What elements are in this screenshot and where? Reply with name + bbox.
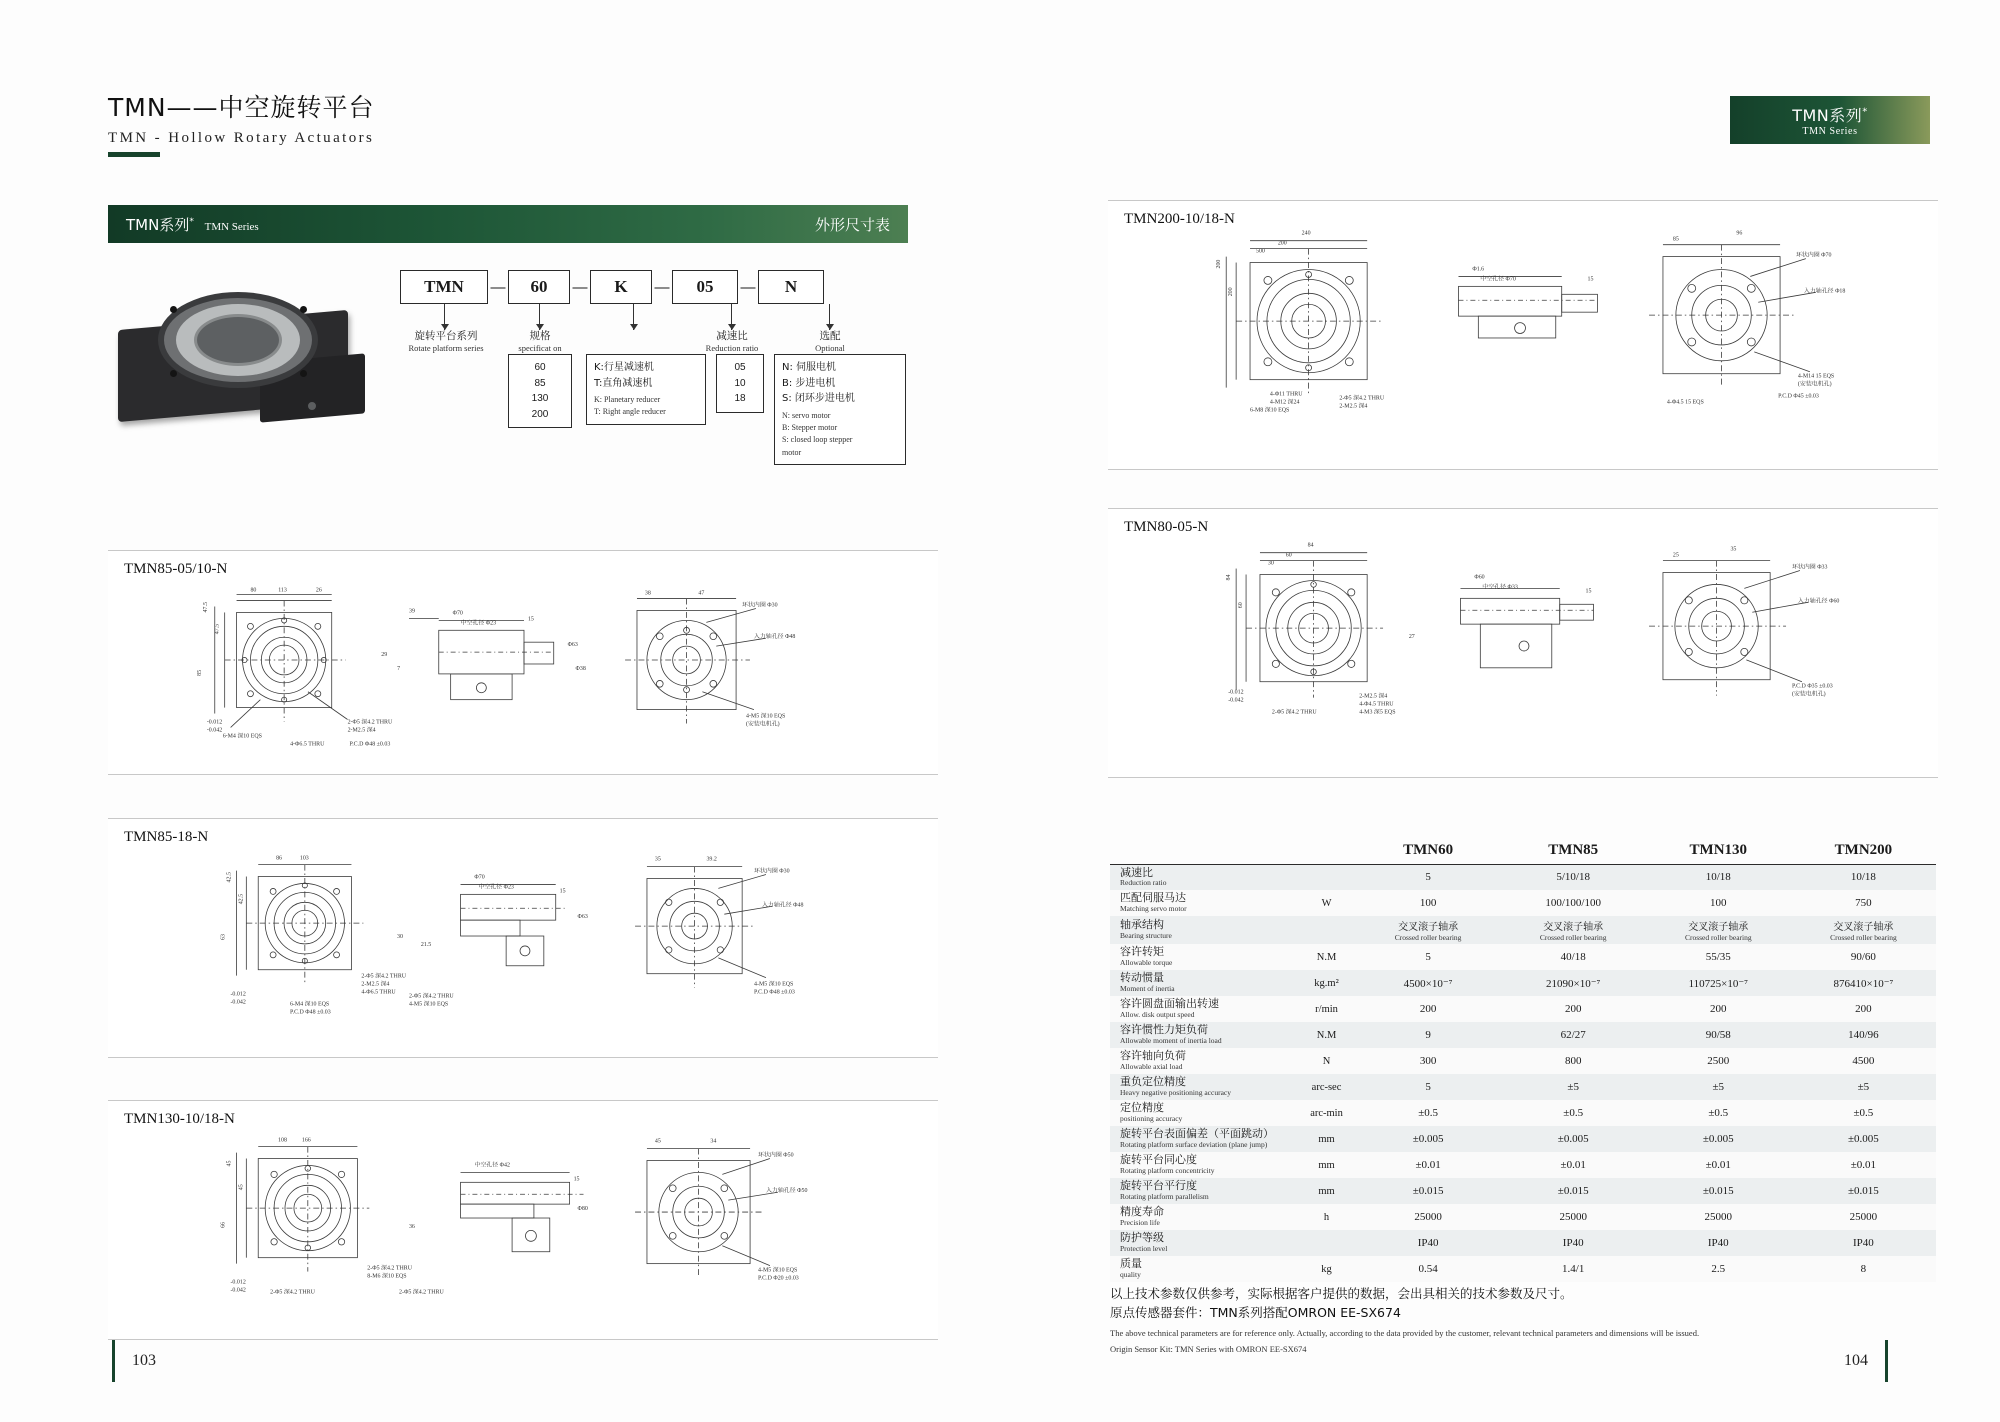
svg-text:47: 47 (698, 590, 705, 597)
row-label: 容许惯性力矩负荷 Allowable moment of inertia load (1120, 1023, 1222, 1045)
drawing-title: TMN85-18-N (124, 829, 209, 845)
row-label: 旋转平台表面偏差（平面跳动） Rotating platform surface deviation (plane jump) (1120, 1127, 1274, 1149)
cell-tmn85: 5/10/18 (1556, 871, 1590, 884)
cell-tmn130: 2.5 (1711, 1263, 1726, 1275)
svg-text:86: 86 (276, 855, 283, 862)
svg-text:-0.012: -0.012 (1228, 689, 1244, 696)
cell-tmn60: 25000 (1414, 1211, 1442, 1223)
row-label: 容许轴向负荷 Allowable axial load (1120, 1049, 1186, 1071)
table-body (1110, 864, 1936, 1282)
code-leader-lines (400, 304, 920, 330)
drawing-tmn85-05-10 (108, 551, 938, 774)
series-tab (1730, 96, 1930, 144)
svg-text:4-Φ4.5 THRU: 4-Φ4.5 THRU (1359, 701, 1394, 708)
cell-tmn200: ±0.005 (1848, 1133, 1879, 1145)
cell-tmn60: IP40 (1417, 1237, 1439, 1249)
cell-tmn200: 200 (1855, 1003, 1872, 1015)
svg-text:中空孔径 Φ33: 中空孔径 Φ33 (1482, 584, 1518, 591)
svg-text:29: 29 (381, 652, 388, 659)
svg-text:34: 34 (710, 1138, 717, 1145)
row-label: 容许转矩 Allowable torque (1120, 945, 1173, 967)
svg-text:2-Φ5 深4.2 THRU: 2-Φ5 深4.2 THRU (1339, 395, 1385, 402)
svg-text:-0.012: -0.012 (230, 1279, 246, 1286)
svg-text:4-Φ6.5 THRU: 4-Φ6.5 THRU (361, 989, 396, 996)
cell-tmn130: ±0.015 (1702, 1185, 1734, 1197)
row-unit: r/min (1315, 1003, 1338, 1015)
svg-text:2-M2.5 深4: 2-M2.5 深4 (361, 981, 390, 988)
row-unit: kg.m² (1314, 977, 1339, 989)
cell-tmn85: ±5 (1567, 1081, 1579, 1093)
cell-tmn85: 200 (1564, 1003, 1582, 1015)
page-title-cn: TMN——中空旋转平台 (108, 93, 375, 122)
table-row (1110, 1256, 1936, 1282)
table-row (1110, 1230, 1936, 1256)
svg-text:2-Φ5 深4.2 THRU: 2-Φ5 深4.2 THRU (408, 993, 454, 1000)
cell-tmn60: 0.54 (1418, 1263, 1438, 1275)
svg-text:中空孔径 Φ42: 中空孔径 Φ42 (474, 1162, 510, 1169)
svg-text:-0.042: -0.042 (206, 727, 223, 734)
row-label: 定位精度 positioning accuracy (1120, 1101, 1183, 1123)
svg-text:200: 200 (1228, 287, 1235, 297)
cell-tmn200: ±5 (1857, 1081, 1870, 1093)
svg-text:4-M14 15 EQS: 4-M14 15 EQS (1797, 373, 1835, 380)
table-row (1110, 1048, 1936, 1074)
svg-text:(安装电机孔): (安装电机孔) (1797, 381, 1832, 388)
svg-text:4-Φ4.5 15 EQS: 4-Φ4.5 15 EQS (1666, 399, 1704, 406)
row-label: 旋转平台平行度 Rotating platform parallelism (1120, 1179, 1209, 1201)
photo-inner-bore (194, 314, 282, 366)
cell-tmn85: ±0.015 (1557, 1185, 1589, 1197)
svg-text:Φ63: Φ63 (567, 642, 578, 649)
row-unit (1298, 1230, 1356, 1256)
th-tmn85: TMN85 (1501, 838, 1646, 864)
th-tmn200: TMN200 (1791, 838, 1936, 864)
svg-text:Φ63: Φ63 (577, 914, 588, 921)
cell-tmn200: 8 (1860, 1263, 1867, 1275)
table-row (1110, 1022, 1936, 1048)
svg-text:4-Φ6.5 THRU: 4-Φ6.5 THRU (290, 741, 325, 748)
row-unit (1298, 916, 1356, 944)
svg-text:63: 63 (220, 934, 227, 940)
cell-tmn200: 750 (1855, 897, 1872, 909)
row-unit (1298, 864, 1356, 890)
svg-text:P.C.D Φ48 ±0.03: P.C.D Φ48 ±0.03 (289, 1009, 331, 1016)
svg-text:85: 85 (196, 669, 203, 676)
svg-text:15: 15 (527, 616, 534, 623)
svg-text:45: 45 (226, 1160, 233, 1167)
svg-text:-0.042: -0.042 (1228, 697, 1244, 704)
table-row (1110, 944, 1936, 970)
svg-text:入力轴孔径 Φ50: 入力轴孔径 Φ50 (765, 1188, 808, 1195)
svg-text:(安装电机孔): (安装电机孔) (1791, 691, 1826, 698)
legend-optional: 选配 Optional (815, 330, 845, 354)
table-row (1110, 1126, 1936, 1152)
cell-tmn200: ±0.015 (1848, 1185, 1879, 1197)
svg-text:45: 45 (238, 1184, 245, 1191)
legend-size: 规格 specificat on (518, 330, 562, 354)
svg-text:47.5: 47.5 (214, 623, 221, 635)
svg-text:Φ60: Φ60 (1474, 574, 1485, 581)
model-code-diagram (400, 270, 920, 500)
cell-tmn200: 90/60 (1850, 951, 1876, 963)
table-row (1110, 864, 1936, 890)
row-unit: arc-min (1310, 1107, 1343, 1119)
svg-text:103: 103 (299, 855, 309, 862)
cell-tmn60: 4500×10⁻⁷ (1403, 977, 1453, 990)
cell-tmn60: 5 (1425, 951, 1431, 963)
svg-text:入力轴孔径 Φ60: 入力轴孔径 Φ60 (1797, 598, 1840, 605)
cell-tmn130: 55/35 (1705, 951, 1731, 963)
page-title-en: TMN - Hollow Rotary Actuators (108, 130, 375, 146)
row-label: 重负定位精度 Heavy negative positioning accuracy (1120, 1075, 1231, 1097)
row-unit: N (1322, 1055, 1331, 1067)
cell-tmn130: ±0.005 (1702, 1133, 1734, 1145)
svg-text:环状内圈 Φ30: 环状内圈 Φ30 (754, 868, 790, 875)
code-segment-reducer: K (590, 270, 652, 304)
svg-text:2-M2.5 深4: 2-M2.5 深4 (347, 727, 376, 734)
row-unit: mm (1318, 1159, 1335, 1171)
svg-text:96: 96 (1736, 230, 1743, 237)
cell-tmn60: ±0.015 (1412, 1185, 1444, 1197)
svg-text:4-M5 深10 EQS: 4-M5 深10 EQS (758, 1267, 798, 1274)
svg-text:Φ38: Φ38 (575, 665, 586, 672)
svg-text:中空孔径 Φ23: 中空孔径 Φ23 (478, 884, 514, 891)
svg-text:15: 15 (573, 1176, 580, 1183)
drawing-panel-tmn80 (1108, 508, 1938, 778)
row-unit: W (1321, 897, 1332, 909)
svg-text:8-M6 深10 EQS: 8-M6 深10 EQS (367, 1273, 407, 1280)
svg-text:入力轴孔径 Φ48: 入力轴孔径 Φ48 (753, 634, 796, 641)
row-unit: kg (1321, 1263, 1332, 1275)
drawing-tmn85-18 (108, 819, 938, 1057)
row-label: 容许圆盘面输出转速 Allow. disk output speed (1120, 997, 1219, 1019)
cell-tmn85: ±0.5 (1563, 1107, 1584, 1119)
row-unit: N.M (1316, 1029, 1337, 1041)
svg-text:-0.012: -0.012 (230, 991, 246, 998)
table-row (1110, 996, 1936, 1022)
svg-text:环状内圈 Φ70: 环状内圈 Φ70 (1795, 252, 1832, 259)
svg-text:60: 60 (1285, 552, 1292, 559)
svg-text:240: 240 (1301, 230, 1311, 237)
svg-text:-0.042: -0.042 (230, 999, 246, 1006)
row-label: 质量 quality (1120, 1257, 1142, 1279)
cell-tmn200: IP40 (1853, 1237, 1874, 1249)
svg-text:30: 30 (1267, 560, 1274, 567)
cell-tmn85: 40/18 (1560, 951, 1586, 963)
svg-text:环状内圈 Φ33: 环状内圈 Φ33 (1791, 564, 1828, 571)
drawing-title: TMN200-10/18-N (1124, 211, 1235, 227)
svg-text:6-M4 深10 EQS: 6-M4 深10 EQS (289, 1001, 330, 1008)
svg-text:500: 500 (1255, 248, 1265, 255)
section-title-cn: 外形尺寸表 (814, 215, 890, 234)
drawing-tmn80 (1108, 509, 1938, 777)
cell-tmn200: ±0.5 (1853, 1107, 1874, 1119)
cell-tmn60: 300 (1419, 1055, 1437, 1067)
section-series-en: TMN Series (204, 220, 259, 233)
svg-text:Φ70: Φ70 (452, 610, 463, 617)
row-label: 旋转平台同心度 Rotating platform concentricity (1120, 1153, 1215, 1175)
drawing-title: TMN80-05-N (1124, 519, 1209, 535)
svg-text:2-Φ5 深4.2 THRU: 2-Φ5 深4.2 THRU (367, 1265, 413, 1272)
row-unit: mm (1318, 1185, 1335, 1197)
cell-tmn85: 交叉滚子轴承 Crossed roller bearing (1539, 922, 1607, 942)
page-number-left: 103 (132, 1352, 156, 1369)
svg-text:30: 30 (397, 934, 403, 940)
note-cn-2: 原点传感器套件：TMN系列搭配OMRON EE-SX674 (1110, 1304, 1401, 1320)
row-unit: h (1323, 1211, 1330, 1223)
cell-tmn130: 90/58 (1705, 1029, 1731, 1041)
table-row (1110, 970, 1936, 996)
row-unit: N.M (1316, 951, 1337, 963)
cell-tmn130: 10/18 (1705, 871, 1731, 884)
cell-tmn130: 2500 (1707, 1055, 1730, 1067)
cell-tmn60: 5 (1425, 1081, 1431, 1093)
svg-text:中空孔径 Φ23: 中空孔径 Φ23 (460, 620, 497, 627)
cell-tmn85: 1.4/1 (1562, 1263, 1585, 1275)
svg-text:环状内圈 Φ30: 环状内圈 Φ30 (742, 602, 778, 609)
svg-text:84: 84 (1226, 574, 1233, 581)
row-label: 精度寿命 Precision life (1120, 1205, 1164, 1227)
code-segment-ratio: 05 (672, 270, 738, 304)
code-segment-series: TMN (400, 270, 488, 304)
cell-tmn60: ±0.01 (1415, 1159, 1441, 1171)
cell-tmn200: 10/18 (1850, 871, 1876, 884)
cell-tmn130: ±0.01 (1705, 1159, 1731, 1171)
svg-text:2-Φ5 深4.2 THRU: 2-Φ5 深4.2 THRU (347, 719, 393, 726)
table-row (1110, 1074, 1936, 1100)
svg-text:P.C.D Φ45 ±0.03: P.C.D Φ45 ±0.03 (1778, 393, 1819, 400)
svg-text:45: 45 (654, 1138, 661, 1145)
cell-tmn60: 100 (1419, 897, 1437, 909)
cell-tmn85: ±0.01 (1560, 1159, 1586, 1171)
ratio-options-box: 05 10 18 (716, 354, 764, 413)
svg-text:Φ1.6: Φ1.6 (1472, 266, 1485, 273)
table-row (1110, 1178, 1936, 1204)
size-options-box: 60 85 130 200 (508, 354, 572, 428)
cell-tmn85: 25000 (1559, 1211, 1587, 1223)
row-label: 匹配伺服马达 Matching servo motor (1120, 891, 1187, 913)
svg-text:42.5: 42.5 (226, 872, 233, 883)
svg-text:36: 36 (408, 1223, 415, 1230)
cell-tmn85: 100/100/100 (1545, 897, 1601, 909)
note-en-1: The above technical parameters are for reference only. Actually, according to the data provided by the customer, relevant technical parameters and dimensions will be issued. (1110, 1327, 1700, 1338)
svg-text:Φ80: Φ80 (577, 1206, 588, 1213)
cell-tmn130: 25000 (1704, 1211, 1733, 1223)
title-rule (108, 152, 160, 157)
drawing-panel-tmn130 (108, 1100, 938, 1340)
svg-text:中空孔径 Φ70: 中空孔径 Φ70 (1480, 276, 1516, 283)
svg-text:2-Φ5 深4.2 THRU: 2-Φ5 深4.2 THRU (1271, 709, 1317, 716)
table-row (1110, 916, 1936, 944)
row-unit: mm (1318, 1133, 1335, 1145)
svg-text:P.C.D Φ35 ±0.03: P.C.D Φ35 ±0.03 (1791, 683, 1833, 690)
cell-tmn200: 25000 (1849, 1211, 1878, 1223)
svg-text:P.C.D Φ48 ±0.03: P.C.D Φ48 ±0.03 (349, 741, 391, 748)
svg-text:P.C.D Φ48 ±0.03: P.C.D Φ48 ±0.03 (754, 989, 795, 996)
page-number-right: 104 (1844, 1352, 1868, 1369)
drawing-title: TMN85-05/10-N (124, 561, 228, 577)
svg-text:4-M12 深24: 4-M12 深24 (1269, 399, 1300, 406)
svg-text:2-M2.5 深4: 2-M2.5 深4 (1359, 693, 1388, 700)
svg-text:39.2: 39.2 (706, 856, 717, 863)
svg-text:(安装电机孔): (安装电机孔) (746, 721, 780, 728)
code-segment-motor: N (758, 270, 824, 304)
svg-text:25: 25 (1672, 552, 1679, 559)
svg-text:15: 15 (1587, 276, 1594, 283)
row-label: 转动惯量 Moment of inertia (1120, 971, 1175, 993)
svg-text:P.C.D Φ20 ±0.03: P.C.D Φ20 ±0.03 (758, 1275, 799, 1282)
row-unit: arc-sec (1311, 1081, 1342, 1093)
svg-text:200: 200 (1216, 259, 1223, 269)
svg-text:-0.042: -0.042 (230, 1287, 246, 1294)
table-row (1110, 1100, 1936, 1126)
drawing-panel-tmn200 (1108, 200, 1938, 470)
th-tmn130: TMN130 (1646, 838, 1791, 864)
table-row (1110, 890, 1936, 916)
svg-text:85: 85 (1672, 236, 1679, 243)
cell-tmn130: 交叉滚子轴承 Crossed roller bearing (1684, 922, 1752, 942)
cell-tmn85: 800 (1564, 1055, 1582, 1067)
svg-text:84: 84 (1307, 542, 1314, 549)
table-row (1110, 1204, 1936, 1230)
svg-text:47.5: 47.5 (202, 602, 209, 613)
cell-tmn200: ±0.01 (1850, 1159, 1877, 1171)
cell-tmn85: 62/27 (1560, 1029, 1586, 1041)
svg-text:7: 7 (397, 665, 401, 672)
cell-tmn60: ±0.005 (1412, 1133, 1444, 1145)
svg-text:环状内圈 Φ50: 环状内圈 Φ50 (758, 1152, 794, 1159)
svg-text:27: 27 (1408, 634, 1415, 641)
svg-text:21.5: 21.5 (420, 941, 432, 948)
svg-text:42.5: 42.5 (238, 893, 245, 905)
series-tab-sup: * (1862, 106, 1868, 118)
note-en-2: Origin Sensor Kit: TMN Series with OMRON EE-SX674 (1110, 1343, 1307, 1354)
page-title (108, 88, 375, 147)
svg-text:6-M8 深10 EQS: 6-M8 深10 EQS (1250, 407, 1290, 414)
cell-tmn200: 4500 (1852, 1055, 1875, 1067)
svg-text:39: 39 (409, 608, 415, 615)
code-dash-4: — (740, 278, 756, 296)
drawing-tmn130 (108, 1101, 938, 1339)
cell-tmn60: 5 (1425, 871, 1431, 884)
svg-text:80: 80 (250, 587, 257, 594)
svg-text:入力轴孔径 Φ18: 入力轴孔径 Φ18 (1803, 288, 1846, 295)
svg-text:66: 66 (220, 1221, 227, 1228)
legend-series: 旋转平台系列 Rotate platform series (408, 330, 484, 354)
th-tmn60: TMN60 (1356, 838, 1501, 864)
svg-text:4-M3 深5 EQS: 4-M3 深5 EQS (1359, 709, 1396, 716)
svg-text:2-Φ5 深4.2 THRU: 2-Φ5 深4.2 THRU (361, 973, 407, 980)
drawing-panel-tmn85-18 (108, 818, 938, 1058)
table-notes (1110, 1285, 1940, 1355)
th-unit (1298, 838, 1356, 864)
svg-text:2-Φ5 深4.2 THRU: 2-Φ5 深4.2 THRU (270, 1289, 315, 1296)
code-segment-size: 60 (508, 270, 570, 304)
row-label: 轴承结构 Bearing structure (1120, 918, 1172, 940)
svg-text:2-M2.5 深4: 2-M2.5 深4 (1339, 403, 1368, 410)
svg-text:113: 113 (278, 587, 287, 594)
svg-text:200: 200 (1277, 240, 1287, 247)
code-dash-2: — (572, 278, 588, 296)
svg-text:108: 108 (278, 1137, 287, 1144)
svg-text:4-M5 深10 EQS: 4-M5 深10 EQS (754, 981, 794, 988)
svg-text:4-Φ11 THRU: 4-Φ11 THRU (1269, 391, 1303, 398)
cell-tmn130: ±5 (1712, 1081, 1725, 1093)
th-blank-label (1110, 838, 1298, 864)
svg-text:4-M5 深10 EQS: 4-M5 深10 EQS (746, 713, 786, 720)
product-photo (110, 280, 380, 440)
svg-text:-0.012: -0.012 (206, 719, 223, 726)
svg-text:4-M5 深10 EQS: 4-M5 深10 EQS (408, 1001, 449, 1008)
row-label: 防护等级 Protection level (1120, 1231, 1168, 1253)
table-header-row (1110, 838, 1936, 864)
svg-text:Φ70: Φ70 (474, 874, 485, 881)
cell-tmn85: IP40 (1562, 1237, 1584, 1249)
specification-table (1110, 838, 1936, 1282)
table-row (1110, 1152, 1936, 1178)
legend-ratio: 减速比 Reduction ratio (705, 330, 759, 354)
table-head (1110, 838, 1936, 864)
cell-tmn60: ±0.5 (1418, 1107, 1438, 1119)
footer-rule-left (112, 1340, 115, 1382)
drawing-tmn200 (1108, 201, 1938, 469)
svg-text:166: 166 (301, 1137, 311, 1144)
cell-tmn130: 100 (1710, 897, 1727, 909)
svg-text:入力轴孔径 Φ48: 入力轴孔径 Φ48 (761, 902, 804, 909)
cell-tmn130: 110725×10⁻⁷ (1688, 977, 1748, 990)
svg-text:2-Φ5 深4.2 THRU: 2-Φ5 深4.2 THRU (399, 1289, 444, 1296)
drawing-panel-tmn85-05-10 (108, 550, 938, 775)
cell-tmn200: 140/96 (1848, 1029, 1879, 1041)
drawing-title: TMN130-10/18-N (124, 1111, 235, 1127)
cell-tmn85: 21090×10⁻⁷ (1546, 977, 1601, 990)
svg-text:35: 35 (654, 856, 661, 863)
cell-tmn60: 交叉滚子轴承 Crossed roller bearing (1394, 922, 1462, 942)
note-cn-1: 以上技术参数仅供参考，实际根据客户提供的数据，会出具相关的技术参数及尺寸。 (1110, 1286, 1573, 1301)
svg-text:38: 38 (644, 590, 651, 597)
svg-text:60: 60 (1238, 602, 1245, 609)
cell-tmn200: 876410×10⁻⁷ (1833, 977, 1894, 990)
cell-tmn200: 交叉滚子轴承 Crossed roller bearing (1830, 922, 1897, 942)
section-series-sup: * (189, 216, 194, 227)
cell-tmn130: 200 (1710, 1003, 1727, 1015)
svg-text:26: 26 (315, 587, 322, 594)
series-tab-cn: TMN系列 (1792, 106, 1863, 125)
svg-text:15: 15 (1585, 588, 1592, 595)
row-label: 减速比 Reduction ratio (1120, 865, 1167, 888)
reducer-type-box: K:行星减速机 T:直角减速机 K: Planetary reducer T: Right angle reducer (586, 354, 706, 425)
photo-sensor-knob (306, 400, 318, 412)
section-header-bar (108, 205, 908, 243)
cell-tmn60: 9 (1425, 1029, 1431, 1041)
cell-tmn130: IP40 (1707, 1237, 1729, 1249)
motor-options-box: N: 伺服电机 B: 步进电机 S: 闭环步进电机 N: servo motor B: Stepper motor S: closed loop stepper motor (774, 354, 906, 465)
cell-tmn85: ±0.005 (1557, 1133, 1589, 1145)
svg-text:35: 35 (1730, 546, 1737, 553)
svg-text:15: 15 (559, 888, 566, 895)
series-tab-en: TMN Series (1802, 126, 1858, 137)
code-dash-1: — (490, 278, 506, 296)
code-dash-3: — (654, 278, 670, 296)
cell-tmn60: 200 (1419, 1003, 1437, 1015)
model-code-boxes (400, 270, 920, 304)
cell-tmn130: ±0.5 (1708, 1107, 1729, 1119)
svg-text:6-M4 深10 EQS: 6-M4 深10 EQS (222, 733, 262, 740)
section-series-cn: TMN系列 (126, 215, 190, 234)
